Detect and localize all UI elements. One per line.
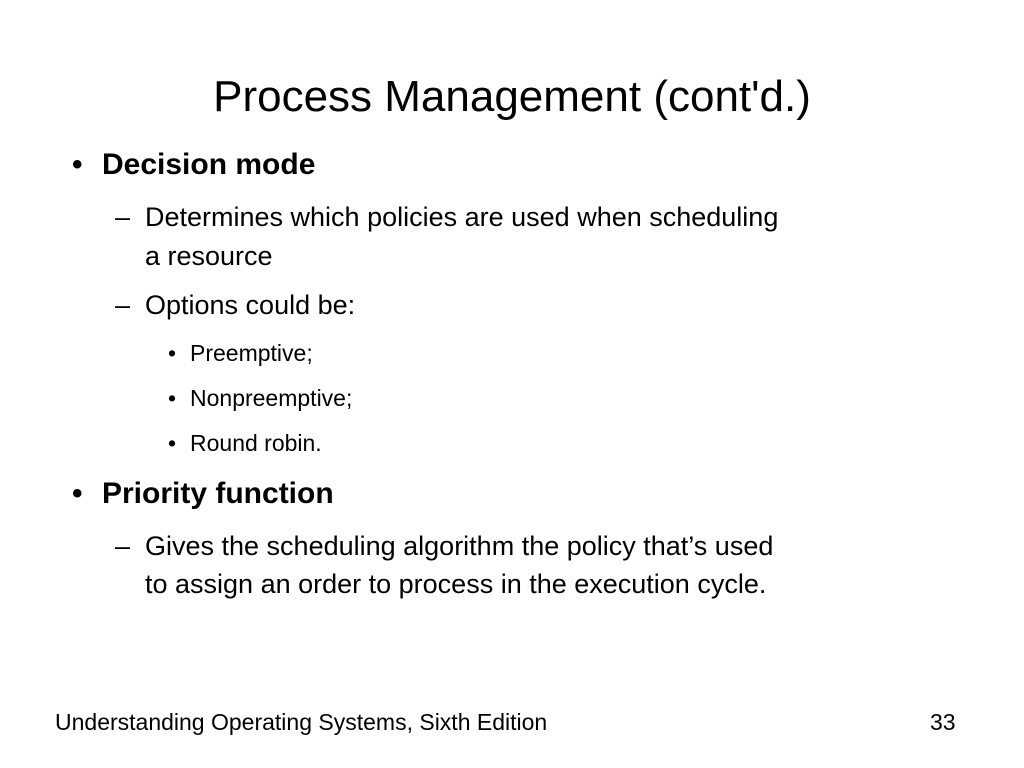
bullet-marker: • xyxy=(72,148,83,181)
bullet-heading: Priority function xyxy=(102,477,334,510)
option-label: Nonpreemptive; xyxy=(190,385,353,411)
bullet-marker: • xyxy=(168,340,177,366)
bullet-marker: • xyxy=(168,385,177,411)
option-label: Preemptive; xyxy=(190,340,313,366)
footer-book-title: Understanding Operating Systems, Sixth Edition xyxy=(55,709,548,735)
option-item xyxy=(168,384,768,414)
dash-marker: – xyxy=(115,531,131,561)
option-label: Round robin. xyxy=(190,430,322,456)
subitem-determines-policies xyxy=(115,197,995,281)
bullet-marker: • xyxy=(72,477,83,510)
subitem-line: to assign an order to process in the execution cycle. xyxy=(145,569,767,599)
bullet-priority-function xyxy=(72,476,972,516)
bullet-marker: • xyxy=(168,430,177,456)
subitem-options xyxy=(115,285,995,325)
subitem-line: a resource xyxy=(145,241,273,271)
dash-marker: – xyxy=(115,290,131,320)
option-item xyxy=(168,429,768,459)
dash-marker: – xyxy=(115,202,131,232)
slide-title: Process Management (cont'd.) xyxy=(213,72,811,121)
option-item xyxy=(168,339,768,369)
subitem-line: Gives the scheduling algorithm the policy that’s used xyxy=(145,531,774,561)
bullet-heading: Decision mode xyxy=(102,148,316,181)
bullet-decision-mode xyxy=(72,147,972,187)
subitem-line: Determines which policies are used when scheduling xyxy=(145,202,779,232)
footer-page-number: 33 xyxy=(930,709,956,735)
subitem-gives-algorithm xyxy=(115,526,995,610)
subitem-line: Options could be: xyxy=(145,290,356,320)
